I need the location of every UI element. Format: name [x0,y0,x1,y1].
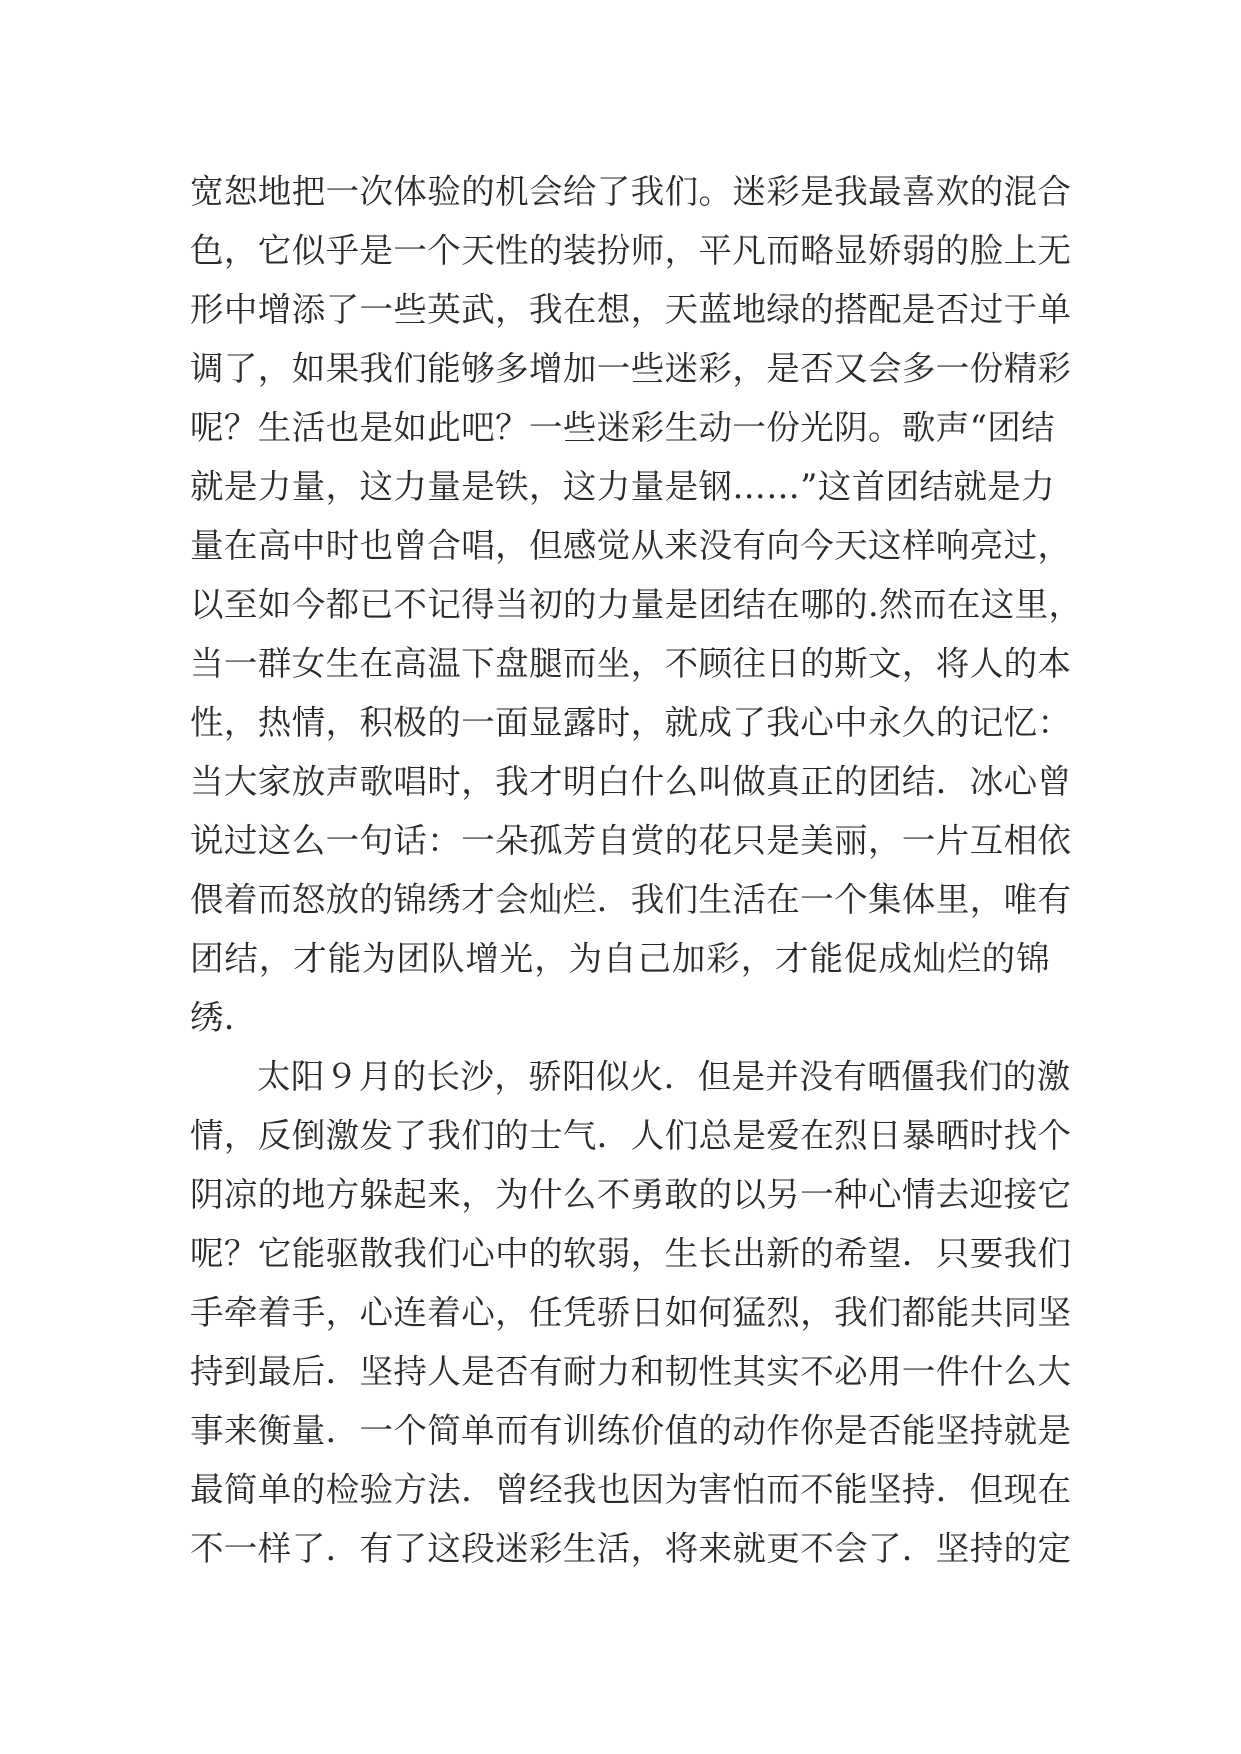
text-line: 呢？生活也是如此吧？一些迷彩生动一份光阴。歌声“团结 [190,408,1056,447]
text-line: 就是力量，这力量是铁，这力量是钢……”这首团结就是力 [190,467,1056,506]
text-line: 持到最后．坚持人是否有耐力和韧性其实不必用一件什么大 [190,1352,1072,1391]
text-line: 绣． [190,998,258,1037]
document-body [190,162,1083,1578]
text-line: 形中增添了一些英武，我在想，天蓝地绿的搭配是否过于单 [190,290,1072,329]
text-line: 性，热情，积极的一面显露时，就成了我心中永久的记忆： [190,703,1072,742]
text-line: 不一样了．有了这段迷彩生活，将来就更不会了．坚持的定 [190,1529,1072,1568]
text-line: 调了，如果我们能够多增加一些迷彩，是否又会多一份精彩 [190,349,1072,388]
text-line: 手牵着手，心连着心，任凭骄日如何猛烈，我们都能共同坚 [190,1293,1072,1332]
text-line: 情，反倒激发了我们的士气．人们总是爱在烈日暴晒时找个 [190,1116,1072,1155]
text-line: 当一群女生在高温下盘腿而坐，不顾往日的斯文，将人的本 [190,644,1072,683]
text-line: 说过这么一句话：一朵孤芳自赏的花只是美丽，一片互相依 [190,821,1072,860]
text-line: 色，它似乎是一个天性的装扮师，平凡而略显娇弱的脸上无 [190,231,1072,270]
text-line: 偎着而怒放的锦绣才会灿烂．我们生活在一个集体里，唯有 [190,880,1072,919]
text-line: 太阳９月的长沙，骄阳似火．但是并没有晒僵我们的激 [257,1057,1071,1096]
paragraph-2 [190,1047,1072,1578]
text-line: 事来衡量．一个简单而有训练价值的动作你是否能坚持就是 [190,1411,1072,1450]
text-line: 当大家放声歌唱时，我才明白什么叫做真正的团结．冰心曾 [190,762,1072,801]
text-line: 以至如今都已不记得当初的力量是团结在哪的.然而在这里， [190,585,1083,624]
text-line: 量在高中时也曾合唱，但感觉从来没有向今天这样响亮过， [190,526,1072,565]
text-line: 呢？它能驱散我们心中的软弱，生长出新的希望．只要我们 [190,1234,1072,1273]
text-line: 宽恕地把一次体验的机会给了我们。迷彩是我最喜欢的混合 [190,172,1072,211]
text-line: 阴凉的地方躲起来，为什么不勇敢的以另一种心情去迎接它 [190,1175,1072,1214]
text-line: 团结，才能为团队增光，为自己加彩，才能促成灿烂的锦 [190,939,1050,978]
paragraph-1 [190,162,1083,1047]
text-line: 最简单的检验方法．曾经我也因为害怕而不能坚持．但现在 [190,1470,1072,1509]
